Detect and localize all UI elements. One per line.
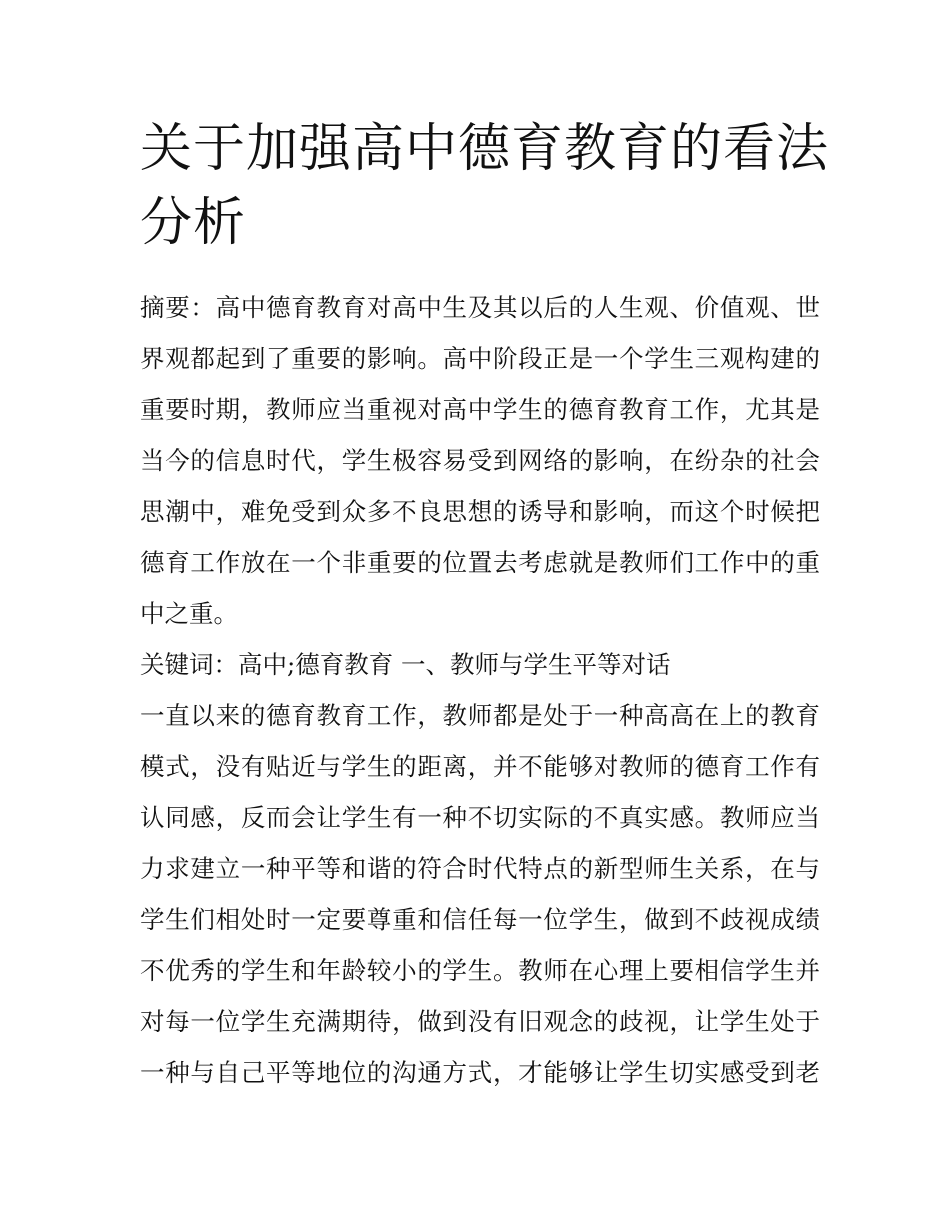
document-body <box>140 282 820 1098</box>
paragraph-line: 不优秀的学生和年龄较小的学生。教师在心理上要相信学生并 <box>140 956 820 985</box>
abstract-paragraph <box>140 282 820 639</box>
paragraph-line: 对每一位学生充满期待，做到没有旧观念的歧视，让学生处于 <box>140 1007 820 1036</box>
abstract-line: 思潮中，难免受到众多不良思想的诱导和影响，而这个时候把 <box>140 497 820 526</box>
paragraph-line: 模式，没有贴近与学生的距离，并不能够对教师的德育工作有 <box>140 752 820 781</box>
document-title <box>140 112 830 260</box>
paragraph-line: 认同感，反而会让学生有一种不切实际的不真实感。教师应当 <box>140 803 820 832</box>
paragraph-line: 一直以来的德育教育工作，教师都是处于一种高高在上的教育 <box>140 701 820 730</box>
keywords-line: 关键词：高中;德育教育 一、教师与学生平等对话 <box>140 650 671 679</box>
title-line: 分析 <box>140 193 247 253</box>
abstract-line: 中之重。 <box>140 599 238 628</box>
paragraph-line: 力求建立一种平等和谐的符合时代特点的新型师生关系，在与 <box>140 854 820 883</box>
abstract-line: 德育工作放在一个非重要的位置去考虑就是教师们工作中的重 <box>140 548 820 577</box>
paragraph-line: 学生们相处时一定要尊重和信任每一位学生，做到不歧视成绩 <box>140 905 820 934</box>
abstract-line: 当今的信息时代，学生极容易受到网络的影响，在纷杂的社会 <box>140 446 820 475</box>
title-line: 关于加强高中德育教育的看法 <box>140 119 830 179</box>
section-one-paragraph <box>140 690 820 1098</box>
abstract-line: 重要时期，教师应当重视对高中学生的德育教育工作，尤其是 <box>140 395 820 424</box>
abstract-line: 界观都起到了重要的影响。高中阶段正是一个学生三观构建的 <box>140 344 820 373</box>
paragraph-line: 一种与自己平等地位的沟通方式，才能够让学生切实感受到老 <box>140 1058 820 1087</box>
abstract-line: 摘要：高中德育教育对高中生及其以后的人生观、价值观、世 <box>140 293 820 322</box>
